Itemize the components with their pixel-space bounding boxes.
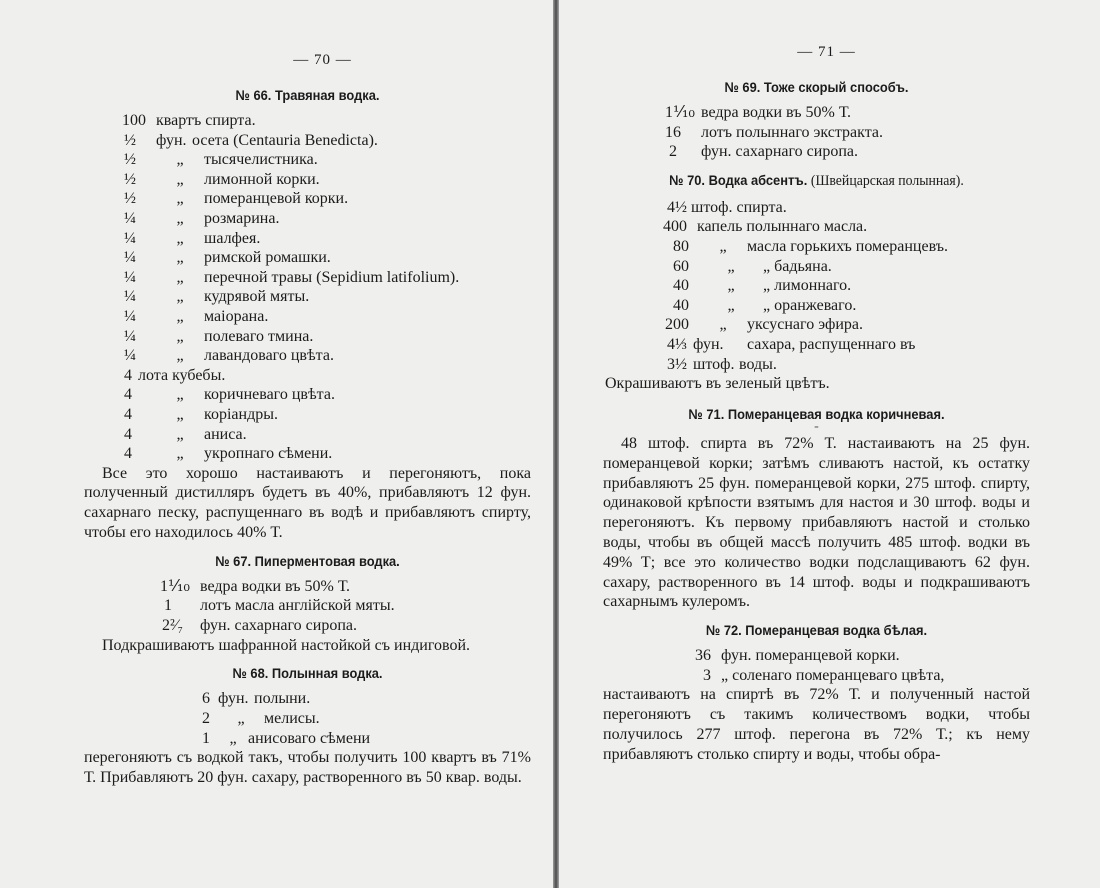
ingredient-name: полыни. [254, 690, 311, 708]
ditto-mark: „ [719, 237, 727, 255]
ingredient-name: фун. сахарнаго сиропа. [701, 143, 858, 161]
ingredient-row [124, 346, 531, 366]
ingredient-row [124, 307, 531, 327]
ingredient-qty: 40 [673, 296, 689, 314]
ingredient-name: сахара, распущеннаго въ [747, 335, 916, 353]
ingredient-row [164, 596, 531, 616]
ingredient-row [703, 666, 1030, 686]
ingredient-row [124, 229, 531, 249]
ditto-mark: „ [176, 445, 184, 463]
recipe-heading-title: № 70. Водка абсентъ. [669, 171, 808, 188]
ingredient-name: коричневаго цвѣта. [204, 386, 335, 404]
ingredient-name: лотъ полыннаго экстракта. [701, 123, 883, 141]
ingredient-list [84, 577, 531, 636]
ingredient-qty: 400 [663, 218, 687, 236]
ditto-mark: „ [176, 229, 184, 247]
ingredient-qty: ¼ [124, 307, 136, 325]
ingredient-qty: 3½ [667, 355, 687, 373]
ingredient-qty: 6 [202, 690, 210, 708]
ingredient-qty: 40 [673, 277, 689, 295]
ingredient-name: перечной травы (Sepidium latifolium). [204, 268, 460, 286]
ditto-mark: „ [176, 288, 184, 306]
ingredient-unit: фун. [218, 690, 249, 708]
ingredient-name: осета (Centauria Benedicta). [192, 131, 378, 149]
ingredient-row [124, 327, 531, 347]
ingredient-row [673, 257, 1030, 277]
recipe-instructions: перегоняютъ съ водкой такъ, чтобы получить 100 квартъ въ 71% Т. Прибавляютъ 20 фун. сахару, растворенного въ 50 квар. воды. [84, 749, 531, 787]
ingredient-row [124, 287, 531, 307]
ingredient-row [673, 296, 1030, 316]
ingredient-name: аниса. [204, 425, 247, 443]
ingredient-qty: ¼ [124, 249, 136, 267]
ingredient-qty: 4½ [667, 198, 687, 216]
ingredient-row [124, 268, 531, 288]
ingredient-name: уксуснаго эфира. [747, 316, 863, 334]
ingredient-row [124, 444, 531, 464]
ingredient-name: ведра водки въ 50% Т. [200, 577, 350, 595]
ingredient-row [124, 405, 531, 425]
ingredient-row [124, 150, 531, 170]
ingredient-row [202, 689, 531, 709]
ingredient-qty: 1 [202, 729, 210, 747]
ingredient-row [124, 170, 531, 190]
page-number: — 70 — [293, 52, 352, 68]
ditto-mark: „ [176, 425, 184, 443]
ingredient-qty: 4⅓ [667, 335, 687, 353]
ingredient-name: масла горькихъ померанцевъ. [747, 237, 949, 255]
ingredient-row [665, 315, 1030, 335]
ingredient-qty: 2 [669, 143, 677, 161]
recipe-heading: № 67. Пиперментовая водка. [215, 552, 400, 569]
ingredient-qty: 1⅒ [665, 104, 695, 121]
ingredient-qty: ½ [124, 131, 136, 149]
ingredient-qty: ½ [124, 170, 136, 188]
ingredient-name: лота кубебы. [138, 366, 226, 384]
ingredient-unit: фун. [693, 335, 724, 353]
ditto-mark: „ [176, 386, 184, 404]
ditto-mark: „ [176, 405, 184, 423]
recipe-instructions: Подкрашиваютъ шафранной настойкой съ индиговой. [102, 636, 471, 654]
ingredient-row [124, 385, 531, 405]
ingredient-row [160, 577, 531, 597]
recipe-heading: № 69. Тоже скорый способъ. [724, 79, 909, 95]
ingredient-row [162, 616, 531, 636]
ingredient-name: „ бадьяна. [763, 257, 832, 275]
ingredient-name: „ лимоннаго. [763, 277, 852, 295]
ingredient-qty: 60 [673, 257, 689, 275]
ingredient-row [124, 189, 531, 209]
ingredient-qty: 3 [703, 666, 711, 684]
ingredient-row [673, 237, 1030, 257]
ditto-mark: „ [176, 268, 184, 286]
ingredient-row [667, 355, 1030, 375]
ingredient-qty: ¼ [124, 229, 136, 247]
ingredient-name: померанцевой корки. [204, 190, 349, 208]
ingredient-qty: 80 [673, 237, 689, 255]
ditto-mark: „ [176, 249, 184, 267]
ingredient-name: лимонной корки. [204, 170, 320, 188]
ingredient-row [695, 646, 1030, 666]
divider-dash: - [814, 418, 819, 434]
ingredient-name: кудрявой мяты. [204, 288, 310, 306]
ingredient-qty: 1 [164, 597, 172, 615]
recipe-heading: № 71. Померанцевая водка коричневая. [688, 405, 945, 422]
ingredient-qty: ½ [124, 151, 136, 169]
ingredient-row [122, 111, 531, 131]
ingredient-qty: ¼ [124, 347, 136, 365]
ingredient-qty: 36 [695, 647, 711, 665]
ingredient-name: фун. померанцевой корки. [721, 647, 900, 665]
ingredient-list [84, 111, 531, 464]
ingredient-qty: 100 [122, 112, 146, 129]
recipe-heading: № 68. Полынная водка. [232, 665, 383, 682]
ingredient-qty: 4 [124, 405, 132, 423]
ingredient-list [84, 689, 531, 748]
recipe-heading [620, 172, 1013, 190]
ditto-mark: „ [176, 190, 184, 208]
ditto-mark: „ [176, 170, 184, 188]
recipe-instructions: Окрашиваютъ въ зеленый цвѣтъ. [605, 375, 830, 393]
ingredient-list [603, 103, 1030, 162]
ingredient-qty: ¼ [124, 288, 136, 306]
ditto-mark: „ [237, 710, 245, 728]
ditto-mark: „ [719, 316, 727, 334]
ingredient-row [665, 123, 1030, 143]
ingredient-name: лавандоваго цвѣта. [204, 347, 334, 365]
ditto-mark: „ [727, 277, 735, 295]
ingredient-row [663, 217, 1030, 237]
recipe-instructions: Все это хорошо настаиваютъ и перегоняютъ, пока полученный дистилляръ будетъ въ 40%, прибавляютъ 12 фун. сахарнаго песку, распущеннаго въ водѣ и прибавляютъ спирту, чтобы его находилось 40% Т. [84, 464, 531, 542]
ingredient-list [603, 198, 1030, 374]
recipe-heading: № 72. Померанцевая водка бѣлая. [705, 622, 928, 639]
recipe-heading: № 66. Травяная водка. [235, 87, 380, 103]
ingredient-qty: 4 [124, 445, 132, 463]
ingredient-name: розмарина. [204, 209, 280, 227]
ditto-mark: „ [727, 296, 735, 314]
ingredient-row [667, 198, 1030, 218]
ingredient-name: анисоваго сѣмени [248, 729, 371, 747]
ingredient-row [124, 131, 531, 151]
ingredient-name: „ оранжеваго. [763, 296, 857, 314]
ingredient-qty: 2 [202, 710, 210, 728]
ingredient-qty: 4 [124, 425, 132, 443]
ditto-mark: „ [176, 151, 184, 169]
ingredient-qty: ¼ [124, 268, 136, 286]
ingredient-name: мелисы. [264, 710, 320, 728]
ingredient-name: ведра водки въ 50% Т. [701, 104, 851, 121]
right-page [559, 0, 1100, 888]
ingredient-row [669, 142, 1030, 162]
ingredient-unit: фун. [156, 131, 187, 149]
ingredient-list [603, 646, 1030, 685]
ingredient-name: римской ромашки. [204, 249, 331, 267]
ingredient-qty: 1⅒ [160, 577, 190, 595]
recipe-heading-note: (Швейцарская полынная). [810, 172, 964, 189]
ditto-mark: „ [229, 729, 237, 747]
ingredient-qty: ¼ [124, 209, 136, 227]
ingredient-qty: 2²⁄₇ [162, 617, 184, 635]
ingredient-row [124, 209, 531, 229]
ingredient-name: маiорана. [204, 307, 269, 325]
ingredient-qty: 4 [124, 366, 132, 384]
ingredient-name: штоф. спирта. [691, 198, 787, 216]
ingredient-name: воды. [739, 355, 777, 373]
ingredient-row [667, 335, 1030, 355]
ingredient-qty: 4 [124, 386, 132, 404]
ditto-mark: „ [176, 347, 184, 365]
ingredient-name: корiандры. [204, 405, 278, 423]
ditto-mark: „ [727, 257, 735, 275]
ingredient-unit: штоф. [693, 355, 735, 373]
ingredient-name: квартъ спирта. [156, 112, 256, 129]
ingredient-name: укропнаго сѣмени. [204, 445, 333, 463]
ingredient-name: лотъ масла англiйской мяты. [200, 597, 395, 615]
ingredient-qty: 16 [665, 123, 681, 141]
ingredient-row [202, 729, 531, 749]
ditto-mark: „ [176, 327, 184, 345]
ingredient-name: капель полыннаго масла. [697, 218, 868, 236]
ingredient-row [665, 103, 1030, 123]
ditto-mark: „ [176, 307, 184, 325]
ingredient-row [673, 276, 1030, 296]
ingredient-name: полеваго тмина. [204, 327, 314, 345]
ingredient-name: „ соленаго померанцеваго цвѣта, [721, 666, 945, 684]
ingredient-row [124, 425, 531, 445]
ingredient-name: фун. сахарнаго сиропа. [200, 617, 357, 635]
ingredient-qty: ¼ [124, 327, 136, 345]
ingredient-row [124, 248, 531, 268]
ingredient-qty: 200 [665, 316, 689, 334]
ditto-mark: „ [176, 209, 184, 227]
ingredient-name: тысячелистника. [204, 151, 318, 169]
ingredient-row [124, 366, 531, 386]
page-number: — 71 — [797, 44, 856, 60]
recipe-instructions: настаиваютъ на спиртѣ въ 72% Т. и полученный настой перегоняютъ съ такимъ количествомъ водки, чтобы получилось 277 штоф. перегона въ 72% Т.; къ нему прибавляютъ столько спирту и воды, чтобы обра- [603, 686, 1030, 763]
ingredient-qty: ½ [124, 190, 136, 208]
ingredient-name: шалфея. [204, 229, 261, 247]
ingredient-row [202, 709, 531, 729]
recipe-instructions: 48 штоф. спирта въ 72% Т. настаиваютъ на 25 фун. померанцевой корки; затѣмъ сливаютъ настой, къ остатку прибавляютъ 25 фун. померанцевой корки, 275 штоф. спирту, одинаковой крѣпости взятымъ для настоя и 30 штоф. воды и перегоняютъ. Къ первому прибавляютъ настой и столько воды, чтобы въ общей массѣ получить 485 штоф. водки въ 49% Т; все это количество водки подслащиваютъ 62 фун. сахару, растворенного въ 14 штоф. воды и подкрашиваютъ сахарнымъ кулеромъ. [603, 434, 1030, 611]
